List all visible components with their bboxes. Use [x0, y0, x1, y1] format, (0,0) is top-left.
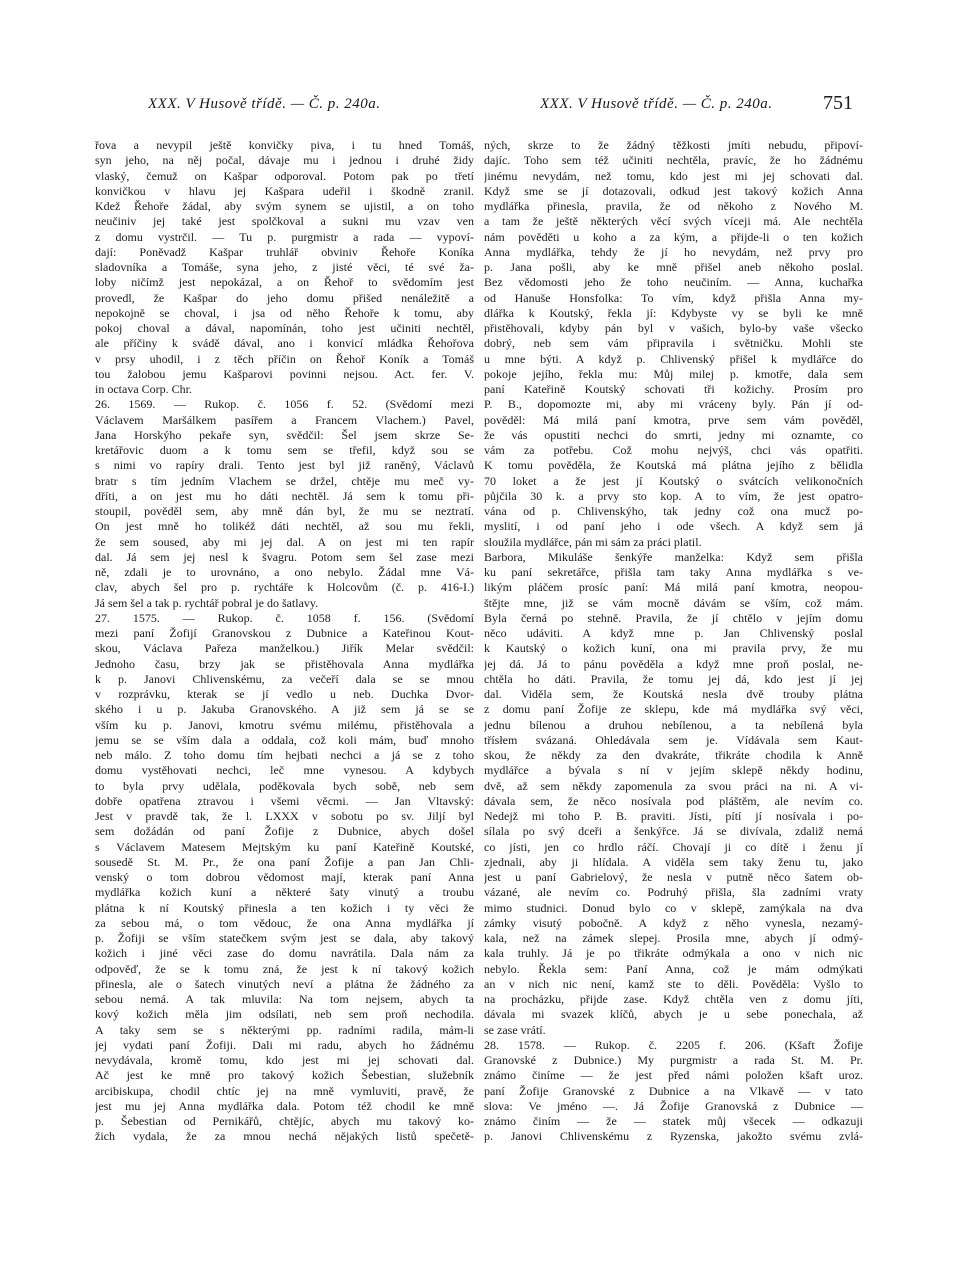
- text-line: nevydávala, kromě tomu, kdo jest mi jej schovati dal.: [95, 1053, 474, 1067]
- text-line: K tomu pověděla, že Koutská má plátna jejího z bělidla: [484, 458, 863, 473]
- text-line: a tam že ještě některých věcí svých víceji má. Ale nechtěla: [484, 214, 863, 229]
- text-line: k p. Janovi Chlivenskému, za večeří dala se se mnou: [95, 671, 474, 686]
- text-line: to byla prvy udělala, poděkovala bych sobě, neb sem: [95, 778, 474, 793]
- text-line: chtěla ho dáti. Pravila, že tomu jej dá, kdo jest jí jej: [484, 671, 863, 686]
- text-line: p. Žofiji se vším statečkem svým jest se dala, aby takový: [95, 931, 474, 945]
- text-line: nepokojně se choval, i jsa od něho Řehoře k tomu, aby: [95, 305, 474, 320]
- text-line: v rozprávku, kterak se jí vedlo u neb. Duchka Dvor-: [95, 687, 474, 701]
- text-line: dajíc. Toho sem též učiniti nechtěla, pravíc, že ho žádnému: [484, 153, 863, 168]
- text-line: sladovníka a Tomáše, syna jeho, z jisté věci, té své ža-: [95, 260, 474, 274]
- text-line: p. Šebestian od Pernikářů, chtějíc, abych mu takový ko-: [95, 1114, 474, 1128]
- text-line: Bez vědomosti jeho že toho neučiním. — Anna, kuchařka: [484, 275, 863, 290]
- text-line: Byla černá po stehně. Pravila, že jí chtělo v jejím domu: [484, 610, 863, 625]
- text-line: ných, skrze to že žádný těžkosti jmíti nebudu, připoví-: [484, 138, 863, 152]
- text-line: Ač jest ke mně pro takový kožich Šebestian, služebník: [95, 1068, 474, 1083]
- text-line: s nimi vo rapíry drali. Tento jest byl již raněný, Václavů: [95, 458, 474, 473]
- text-line: P. B., dopomozte mi, aby mi vráceny byly. Pán jí od-: [484, 397, 863, 412]
- text-line: z domu paní Žofije ze sklepu, kde má mydlářka svý věci,: [484, 702, 863, 717]
- text-line: sílala po svý dceři a šenkýřce. Já se divívala, zdaliž nemá: [484, 824, 863, 839]
- text-line: dají: Poněvadž Kašpar truhlář obviniv Řehoře Koníka: [95, 244, 474, 259]
- text-line: sem dožádán od paní Žofije z Dubnice, abych došel: [95, 824, 474, 839]
- text-line: dlářka k Koutský, řekla jí: Kdybyste vy se byli ke mně: [484, 305, 863, 320]
- text-line: něco udáviti. A když mne p. Jan Chlivenský poslal: [484, 626, 863, 640]
- text-line: myslití, i od paní jeho i ode všech. A když sem já: [484, 519, 863, 534]
- text-line: vána od p. Chlivenskýho, tak jedny což ona mucž po-: [484, 504, 863, 518]
- text-line: že vás opustiti nechci do smrti, jedny mi oznamte, co: [484, 427, 863, 442]
- text-line: kový kožich měla jim odsílati, neb sem proň nechodila.: [95, 1007, 474, 1022]
- text-line: kretářovic duom a k tomu sem se třefil, když sou se: [95, 443, 474, 457]
- text-line: arcibiskupa, chodil chtíc jej na mně vymluviti, pravě, že: [95, 1083, 474, 1098]
- text-line: dávala mi svazek klíčů, abych je u sebe ponechala, až: [484, 1007, 863, 1022]
- text-line: konvičkou v hlavu jej Kašpara udeřil i škodně zranil.: [95, 183, 474, 198]
- text-line: 70 loket a že jest jí Koutský o svátcích velikonočních: [484, 473, 863, 488]
- text-line: jest mu jej Anna mydlářka dala. Potom též chodil ke mně: [95, 1098, 474, 1113]
- text-line: vlaský, čemuž on Kašpar odporoval. Potom pak po třetí: [95, 168, 474, 183]
- text-line: štějte mne, již se vám mocně dávám se vším, což mám.: [484, 595, 863, 610]
- text-line: půjčila 30 k. a prvy sto kop. A to vím, že jest opatro-: [484, 488, 863, 503]
- text-line: ale příčiny k svádě dával, ano i konvicí mládka Řehořova: [95, 336, 474, 351]
- text-line: známo činíme — že jest před námi položen kšaft uroz.: [484, 1068, 863, 1083]
- text-line: žich vydala, že za mnou nechá nějakých listů spečetě-: [95, 1129, 474, 1144]
- text-line: kala truhly. Já je po třikráte odmýkala a ono v nich nic: [484, 946, 863, 961]
- text-line: A taky sem se s některými pp. radními radila, mám-li: [95, 1022, 474, 1037]
- text-line: přinesla, ale o šatech vinutých neví a plátna že žádného za: [95, 976, 474, 991]
- text-line: dávala sem, že něco nosívala pod pláštěm, ale nevím co.: [484, 793, 863, 808]
- text-line: jest u paní Gabrielový, že nesla v putně něco šatem ob-: [484, 870, 863, 884]
- text-line: mimo studnici. Donud bylo co v sklepě, zamýkala na dva: [484, 900, 863, 915]
- text-line: dal. Viděla sem, že Koutská nesla dvě trouby plátna: [484, 687, 863, 701]
- text-line: dal. Já sem jej nesl k švagru. Potom sem šel zase mezi: [95, 549, 474, 564]
- text-line: 26. 1569. — Rukop. č. 1056 f. 52. (Svědomí mezi: [95, 397, 474, 412]
- text-line: zjednali, aby ji hlídala. A viděla sem taky ženu tu, jako: [484, 854, 863, 869]
- text-line: mydlářka přinesla, pravila, že od někoho z Nového M.: [484, 199, 863, 213]
- text-line: od Hanuše Honsfolka: To vím, když přišla Anna my-: [484, 290, 863, 305]
- text-line: pokoj choval a dával, napomínán, toho jest učiniti nechtěl,: [95, 321, 474, 335]
- text-line: domu vystěhovati nechci, leč mne vynesou. A kdybych: [95, 763, 474, 778]
- text-line: na procházku, přijde zase. Když chtěla ven z domu jíti,: [484, 992, 863, 1006]
- text-line: že sem soused, aby mi jej dal. A on jest mi ten rapír: [95, 534, 474, 549]
- text-line: mydlářce a bývala s ní v jejím sklepě někdy hodinu,: [484, 763, 863, 778]
- text-line: slova: Ve jméno —. Já Žofije Granovská z Dubnice —: [484, 1098, 863, 1113]
- text-line: zámky visutý pobočně. A když z něho vynesla, nezamý-: [484, 915, 863, 930]
- text-line: neb málo. Z toho domu tím hejbati nechci a já se z toho: [95, 748, 474, 762]
- header-left: XXX. V Husově třídě. — Č. p. 240a.: [148, 96, 381, 112]
- text-line: paní Kateřině Koutský schovati tři kožichy. Prosím pro: [484, 382, 863, 396]
- text-line: an v nich nic není, kamž ste to děli. Pověděla: Vyšlo to: [484, 976, 863, 991]
- right-column: [484, 138, 863, 1145]
- text-line: u mne býti. A když p. Chlivenský přišel k mydlářce do: [484, 351, 863, 366]
- text-line: za sebou má, o tom vědouc, že ona Anna mydlářka jí: [95, 915, 474, 930]
- text-line: neučiniv jej také jest spolčkoval a sukni mu vzav ven: [95, 214, 474, 229]
- text-line: dvě, až sem někdy zapomenula za svou práci na ni. A vi-: [484, 778, 863, 793]
- text-line: dříti, a on jest mu ho dáti nechtěl. Já sem k tomu při-: [95, 488, 474, 503]
- text-line: skou, že někdy za den dvakráte, třikráte chodila k Anně: [484, 748, 863, 762]
- text-line: bratr s tím jedním Vlachem se držel, chtěje mu meč vy-: [95, 473, 474, 488]
- text-line: stoupil, pověděl sem, aby mně dán byl, že mu se neztratí.: [95, 504, 474, 518]
- text-line: se zase vrátí.: [484, 1022, 546, 1037]
- text-line: nebylo. Řekla sem: Paní Anna, což je mám odmýkati: [484, 961, 863, 976]
- text-line: plátna k ní Koutský přinesla a ten kožich i ty věci že: [95, 900, 474, 915]
- text-line: likým pláčem prosíc paní: Má milá paní kmotra, neopou-: [484, 580, 863, 595]
- text-line: jednu bílenou a druhou nebílenou, a ta nebílená byla: [484, 717, 863, 732]
- left-column: [95, 138, 474, 1145]
- text-line: Václavem Maršálkem pasířem a Francem Vlachem.) Pavel,: [95, 412, 474, 427]
- page-number: 751: [823, 92, 853, 114]
- text-line: mydlářka kožich kuní a některé šaty vinutý a troubu: [95, 885, 474, 900]
- text-line: clav, abych šel pro p. rychtáře k Holcovům (č. p. 416-I.): [95, 580, 474, 595]
- text-line: známo činím — že — statek můj všecek — odkazuji: [484, 1114, 863, 1128]
- text-line: Nedejž mi toho P. B. praviti. Jísti, pítí jí nosívala i po-: [484, 809, 863, 823]
- text-line: k Kautský o kožich kuní, ona mi pravila prvy, že mu: [484, 641, 863, 656]
- running-header: [0, 92, 960, 120]
- text-line: pokoje jejího, řekla mu: Můj milej p. kmotře, dala sem: [484, 366, 863, 381]
- text-line: nám pověděti u koho a za kým, a přijde-li o ten kožich: [484, 229, 863, 244]
- text-line: jemu se se vším dala a oddala, což koli mám, buď mnoho: [95, 732, 474, 747]
- text-line: vám za potřebu. Což mohu nejvýš, chci vás opatřiti.: [484, 443, 863, 457]
- text-line: 27. 1575. — Rukop. č. 1058 f. 156. (Svědomí: [95, 610, 474, 625]
- text-line: ského i u p. Jakuba Granovského. A již sem já se se: [95, 702, 474, 717]
- text-line: p. Janovi Chlivenskému z Ryzenska, jakožto svému zvlá-: [484, 1129, 863, 1144]
- text-line: pověděl: Má milá paní kmotra, prve sem vám pověděl,: [484, 412, 863, 427]
- text-line: řova a nevypil ještě konvičky piva, i tu hned Tomáš,: [95, 138, 474, 152]
- text-line: provedl, že Kašpar do jeho domu přišed nenáležitě a: [95, 290, 474, 305]
- text-line: přistěhovali, kdyby pán byl v vašich, bylo-by vaše všecko: [484, 321, 863, 335]
- text-line: loby ničímž jest nepokázal, a on Řehoř to svědomím jest: [95, 275, 474, 290]
- text-line: tou žalobou jemu Kašparovi povinni nejsou. Act. fer. V.: [95, 366, 474, 381]
- text-line: dobrý, neb sem vám připravila i světničku. Mohli ste: [484, 336, 863, 351]
- text-line: Barbora, Mikuláše šenkýře manželka: Když sem přišla: [484, 549, 863, 564]
- text-line: Já sem šel a tak p. rychtář pobral je do šatlavy.: [95, 595, 319, 610]
- text-line: Jana Horskýho pekaře syn, svědčil: Šel jsem skrze Se-: [95, 427, 474, 442]
- text-line: co jísti, jen co hrdlo ráčí. Chovají ji co dítě i ženu jí: [484, 839, 863, 854]
- text-line: venský o tom dobrou vědomost mají, kterak paní Anna: [95, 870, 474, 884]
- text-line: 28. 1578. — Rukop. č. 2205 f. 206. (Kšaft Žofije: [484, 1037, 863, 1052]
- text-line: jej dá. Já to pánu pověděla a když mne proň poslal, ne-: [484, 656, 863, 671]
- text-line: Jest v pravdě tak, že l. LXXX v sobotu po sv. Jiljí byl: [95, 809, 474, 823]
- text-line: On jest mně ho tolikéž dáti nechtěl, až sou mu řekli,: [95, 519, 474, 534]
- text-line: sebou nemá. A tak mluvila: Na tom nejsem, abych ta: [95, 992, 474, 1006]
- text-line: jej vydati paní Žofiji. Dali mi radu, abych ho žádnému: [95, 1037, 474, 1052]
- text-line: Granovské z Dubnice.) My purgmistr a rada St. M. Pr.: [484, 1053, 863, 1067]
- text-line: Jednoho času, brzy jak se přistěhovala Anna mydlářka: [95, 656, 474, 671]
- text-line: ku paní sekretářce, přišla tam taky Anna mydlářka s ve-: [484, 565, 863, 579]
- text-line: v prsy uhodil, i z těch příčin on Řehoř Koník a Tomáš: [95, 351, 474, 366]
- text-line: skou, Václava Pařeza manželkou.) Jiřík Melar svědčil:: [95, 641, 474, 656]
- text-line: ně, zdali je to urovnáno, a ono nebylo. Žádal mne Vá-: [95, 565, 474, 579]
- text-line: sloužila mydlářce, pán mi sám za práci platil.: [484, 534, 702, 549]
- text-line: p. Jana pošli, aby ke mně přišel aneb někoho poslal.: [484, 260, 863, 274]
- text-line: Kdež Řehoře žádal, aby svým synem se ujistil, a on toho: [95, 199, 474, 213]
- text-line: kožich i jiné věci zase do domu navrátila. Dala nám za: [95, 946, 474, 961]
- text-line: kala, než na zámek slepej. Prosila mne, abych jí odmý-: [484, 931, 863, 945]
- text-line: in octava Corp. Chr.: [95, 382, 192, 396]
- text-line: jinému nevydám, než tomu, kdo jest mi jej schovati dal.: [484, 168, 863, 183]
- text-line: sousedě St. M. Pr., že ona paní Žofije a pan Jan Chli-: [95, 854, 474, 869]
- text-line: vším ku p. Janovi, kmotru svému milému, přistěhovala a: [95, 717, 474, 732]
- text-line: dobře opatřena ztravou i všemi věcmi. — Jan Vltavský:: [95, 793, 474, 808]
- text-line: třísłem svázaná. Ohledávala sem je. Vídávala sem Kaut-: [484, 732, 863, 747]
- header-right: XXX. V Husově třídě. — Č. p. 240a.: [540, 96, 773, 112]
- text-line: Anna mydlářka, tehdy že jí ho nevydám, než prvy pro: [484, 244, 863, 259]
- text-line: s Václavem Matesem Mejtským ku paní Kateřině Koutské,: [95, 839, 474, 854]
- text-line: vázané, ale nevím co. Podruhý přišla, šla zadními vraty: [484, 885, 863, 900]
- text-line: odpověď, že se k tomu zná, že jest k ní takový kožich: [95, 961, 474, 976]
- text-line: mezi paní Žofijí Granovskou z Dubnice a Kateřinou Kout-: [95, 626, 474, 640]
- text-line: Když sme se jí dotazovali, odkud jest takový kožich Anna: [484, 183, 863, 198]
- text-line: syn jeho, na něj počal, dávaje mu i jednou i druhé židy: [95, 153, 474, 168]
- text-line: paní Žofije Granovské z Dubnice a na Vlkavě — v tato: [484, 1083, 863, 1098]
- text-line: z domu vystrčil. — Tu p. purgmistr a rada — vypoví-: [95, 229, 474, 244]
